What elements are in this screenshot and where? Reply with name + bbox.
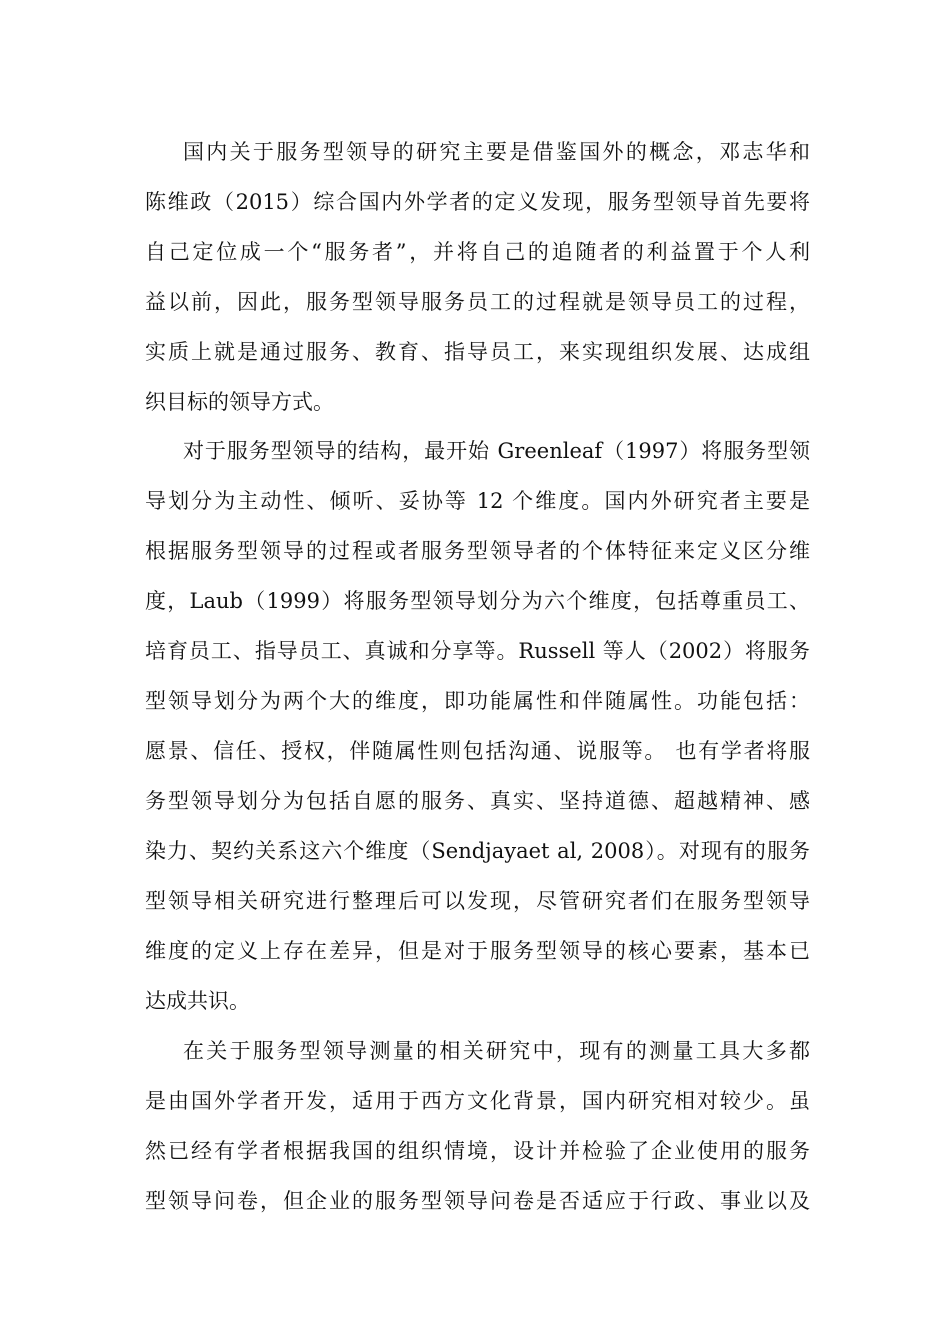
text-line: 型领导划分为两个大的维度，即功能属性和伴随属性。功能包括： [145, 689, 810, 713]
text-line: 根据服务型领导的过程或者服务型领导者的个体特征来定义区分维 [145, 539, 810, 563]
text-line: 国内关于服务型领导的研究主要是借鉴国外的概念，邓志华和 [183, 140, 810, 164]
text-line: 型领导相关研究进行整理后可以发现，尽管研究者们在服务型领导 [145, 889, 810, 913]
text-line: 染力、契约关系这六个维度（Sendjayaet al, 2008）。对现有的服务 [145, 839, 810, 863]
text-line: 愿景、信任、授权，伴随属性则包括沟通、说服等。 也有学者将服 [145, 739, 810, 763]
text-line: 是由国外学者开发，适用于西方文化背景，国内研究相对较少。虽 [145, 1089, 810, 1113]
text-line: 培育员工、指导员工、真诚和分享等。Russell 等人（2002）将服务 [145, 639, 810, 663]
text-line: 自己定位成一个“服务者”，并将自己的追随者的利益置于个人利 [145, 240, 810, 264]
text-line: 型领导问卷，但企业的服务型领导问卷是否适应于行政、事业以及 [145, 1189, 810, 1213]
text-line: 实质上就是通过服务、教育、指导员工，来实现组织发展、达成组 [145, 340, 810, 364]
text-line: 陈维政（2015）综合国内外学者的定义发现，服务型领导首先要将 [145, 190, 810, 214]
text-line: 在关于服务型领导测量的相关研究中，现有的测量工具大多都 [183, 1039, 810, 1063]
text-line: 务型领导划分为包括自愿的服务、真实、坚持道德、超越精神、感 [145, 789, 810, 813]
text-line: 对于服务型领导的结构，最开始 Greenleaf（1997）将服务型领 [183, 439, 810, 463]
text-line: 导划分为主动性、倾听、妥协等 12 个维度。国内外研究者主要是 [145, 489, 810, 513]
text-line: 然已经有学者根据我国的组织情境，设计并检验了企业使用的服务 [145, 1139, 810, 1163]
text-line: 益以前，因此，服务型领导服务员工的过程就是领导员工的过程， [145, 290, 810, 314]
text-line: 织目标的领导方式。 [145, 390, 334, 414]
text-line: 维度的定义上存在差异，但是对于服务型领导的核心要素，基本已 [145, 939, 810, 963]
text-line: 达成共识。 [145, 989, 250, 1013]
text-line: 度，Laub（1999）将服务型领导划分为六个维度，包括尊重员工、 [145, 589, 810, 613]
